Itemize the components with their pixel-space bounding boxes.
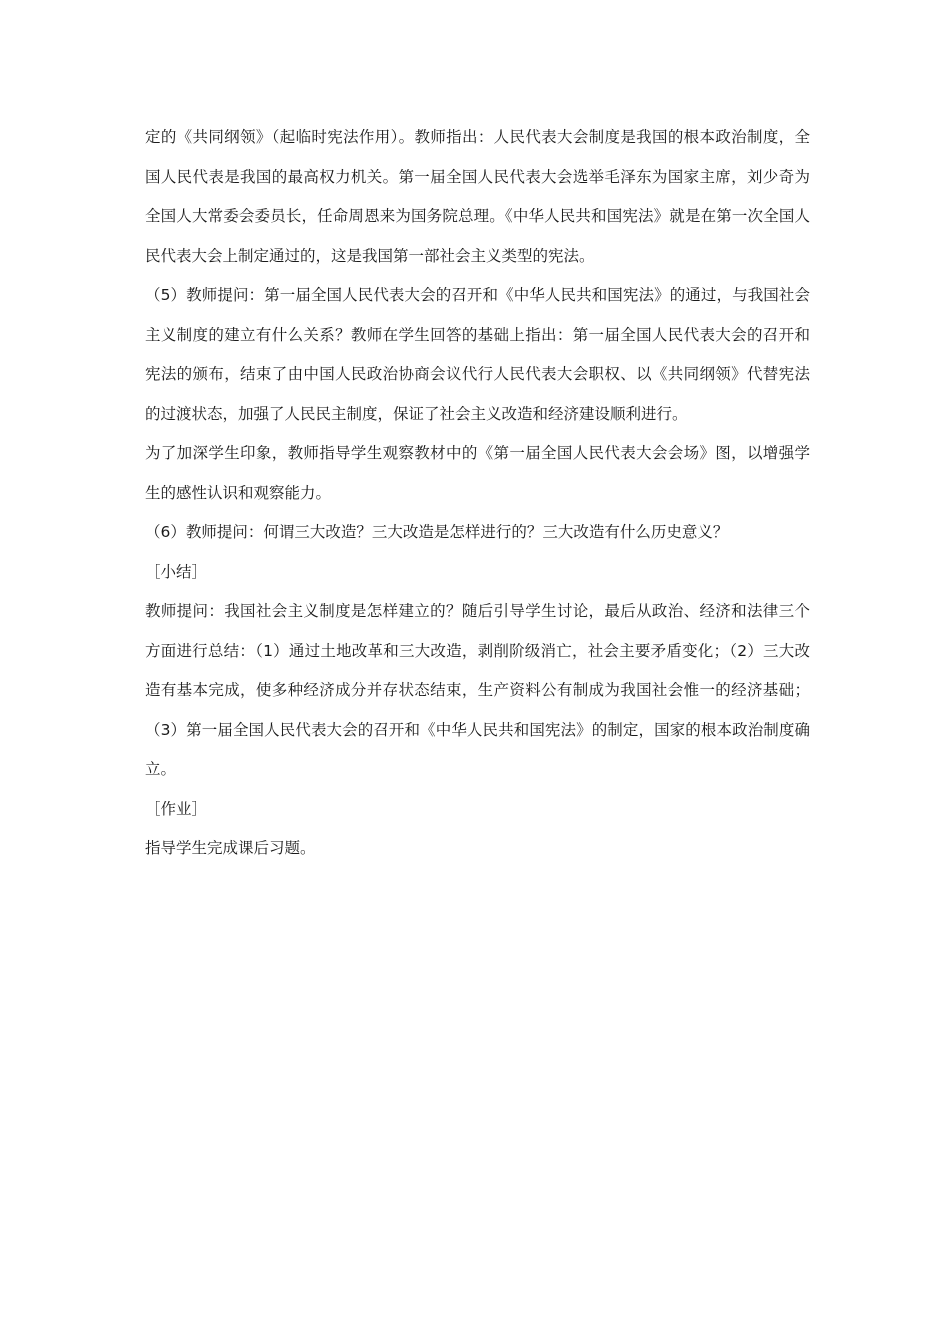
heading-summary: ［小结］ <box>145 562 208 581</box>
document-body <box>145 118 810 869</box>
paragraph-summary: 教师提问：我国社会主义制度是怎样建立的？随后引导学生讨论，最后从政治、经济和法律三个方面进行总结：（1）通过土地改革和三大改造，剥削阶级消亡，社会主要矛盾变化；（2）三大改造有基本完成，使多种经济成分并存状态结束，生产资料公有制成为我国社会惟一的经济基础；（3）第一届全国人民代表大会的召开和《中华人民共和国宪法》的制定，国家的根本政治制度确立。 <box>145 602 810 778</box>
heading-homework: ［作业］ <box>145 799 208 818</box>
paragraph-congress-intro: 定的《共同纲领》（起临时宪法作用）。教师指出：人民代表大会制度是我国的根本政治制度，全国人民代表是我国的最高权力机关。第一届全国人民代表大会选举毛泽东为国家主席，刘少奇为全国人大常委会委员长，任命周恩来为国务院总理。《中华人民共和国宪法》就是在第一次全国人民代表大会上制定通过的，这是我国第一部社会主义类型的宪法。 <box>145 128 810 265</box>
paragraph-question-5: （5）教师提问：第一届全国人民代表大会的召开和《中华人民共和国宪法》的通过，与我国社会主义制度的建立有什么关系？教师在学生回答的基础上指出：第一届全国人民代表大会的召开和宪法的颁布，结束了由中国人民政治协商会议代行人民代表大会职权、以《共同纲领》代替宪法的过渡状态，加强了人民民主制度，保证了社会主义改造和经济建设顺利进行。 <box>145 286 810 423</box>
paragraph-homework: 指导学生完成课后习题。 <box>145 839 316 857</box>
paragraph-question-6: （6）教师提问：何谓三大改造？三大改造是怎样进行的？三大改造有什么历史意义？ <box>145 523 729 541</box>
paragraph-observation: 为了加深学生印象，教师指导学生观察教材中的《第一届全国人民代表大会会场》图，以增强学生的感性认识和观察能力。 <box>145 444 810 502</box>
